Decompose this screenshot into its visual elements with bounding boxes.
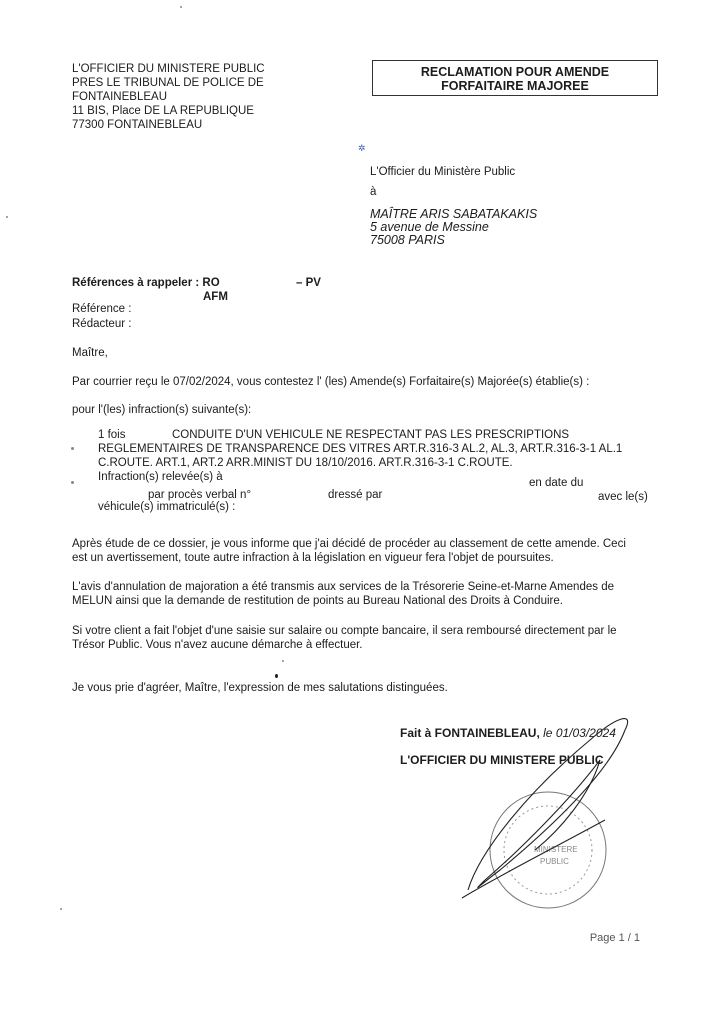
recipient-from: L'Officier du Ministère Public xyxy=(370,166,516,178)
paragraph-annulation-line: L'avis d'annulation de majoration a été transmis aux services de la Trésorerie Seine-et-Marne Amendes de xyxy=(72,581,614,593)
infraction-text-line: REGLEMENTAIRES DE TRANSPARENCE DES VITRES ART.R.316-3 AL.2, AL.3, ART.R.316-3-1 AL.1 xyxy=(98,443,623,455)
stamp-text: PUBLIC xyxy=(540,857,569,866)
recipient-address-line: 5 avenue de Messine xyxy=(370,220,489,234)
speck-icon xyxy=(6,216,8,218)
reference-label: Référence : xyxy=(72,303,132,315)
document-title xyxy=(372,60,658,96)
recipient-name: MAÎTRE ARIS SABATAKAKIS xyxy=(370,207,538,221)
paragraph-infractions-intro: pour l'(les) infraction(s) suivante(s): xyxy=(72,404,252,416)
stamp-text: MINISTERE xyxy=(534,845,578,854)
sender-line: PRES LE TRIBUNAL DE POLICE DE xyxy=(72,77,264,89)
bullet-icon xyxy=(71,447,74,450)
sender-address xyxy=(72,62,265,132)
infraction-avec-les: avec le(s) xyxy=(598,491,648,503)
signature-place: Fait à FONTAINEBLEAU, xyxy=(400,726,540,740)
infraction-dresse-par: dressé par xyxy=(328,489,383,501)
closing-formula: Je vous prie d'agréer, Maître, l'expression de mes salutations distinguées. xyxy=(72,682,448,694)
salutation: Maître, xyxy=(72,347,108,359)
recipient-to-word: à xyxy=(370,186,377,198)
ink-mark-icon: ✲ xyxy=(358,143,366,153)
paragraph-decision-line: Après étude de ce dossier, je vous informe que j'ai décidé de procéder au classement de cette amende. Ceci xyxy=(72,538,626,550)
speck-icon xyxy=(60,908,62,910)
bullet-icon xyxy=(71,481,74,484)
title-line: RECLAMATION POUR AMENDE xyxy=(420,65,610,79)
paragraph-decision-line: est un avertissement, toute autre infraction à la législation en vigueur fera l'objet de poursuites. xyxy=(72,552,554,564)
infraction-count: 1 fois xyxy=(98,429,126,441)
paragraph-annulation-line: MELUN ainsi que la demande de restitution de points au Bureau National des Droits à Conduire. xyxy=(72,595,563,607)
sender-line: 11 BIS, Place DE LA REPUBLIQUE xyxy=(72,105,254,117)
title-line: FORFAITAIRE MAJOREE xyxy=(441,79,589,93)
redacteur-label: Rédacteur : xyxy=(72,318,132,330)
paragraph-contest: Par courrier reçu le 07/02/2024, vous contestez l' (les) Amende(s) Forfaitaire(s) Majorée(s) établie(s) : xyxy=(72,376,590,388)
signature-date: 01/03/2024 xyxy=(555,726,616,740)
infraction-text-line: CONDUITE D'UN VEHICULE NE RESPECTANT PAS LES PRESCRIPTIONS xyxy=(172,429,570,441)
paragraph-reimbursement-line: Trésor Public. Vous n'avez aucune démarche à effectuer. xyxy=(72,639,363,651)
infraction-date-label: en date du xyxy=(529,477,584,489)
page-number: Page 1 / 1 xyxy=(589,932,640,944)
speck-icon xyxy=(282,660,284,662)
sender-line: 77300 FONTAINEBLEAU xyxy=(72,119,203,131)
recipient-block xyxy=(370,164,537,247)
signature-le: le xyxy=(543,726,553,740)
recipient-address-line: 75008 PARIS xyxy=(370,233,445,247)
references-pv: – PV xyxy=(296,277,321,289)
paragraph-reimbursement-line: Si votre client a fait l'objet d'une saisie sur salaire ou compte bancaire, il sera remboursé directement par le xyxy=(72,625,617,637)
references-label: Références à rappeler : RO xyxy=(72,277,220,289)
infraction-pv-label: par procès verbal n° xyxy=(148,489,252,501)
references-afm: AFM xyxy=(203,291,228,303)
signatory: L'OFFICIER DU MINISTERE PUBLIC xyxy=(400,753,604,767)
speck-icon xyxy=(180,6,182,8)
sender-line: L'OFFICIER DU MINISTERE PUBLIC xyxy=(72,63,265,75)
infraction-relevee: Infraction(s) relevée(s) à xyxy=(98,471,223,483)
infraction-text-line: C.ROUTE. ART.1, ART.2 ARR.MINIST DU 18/10/2016. ART.R.316-3-1 C.ROUTE. xyxy=(98,457,513,469)
infraction-vehicule: véhicule(s) immatriculé(s) : xyxy=(98,501,236,513)
sender-line: FONTAINEBLEAU xyxy=(72,91,167,103)
speck-icon xyxy=(275,674,278,678)
official-stamp-signature xyxy=(440,700,640,910)
